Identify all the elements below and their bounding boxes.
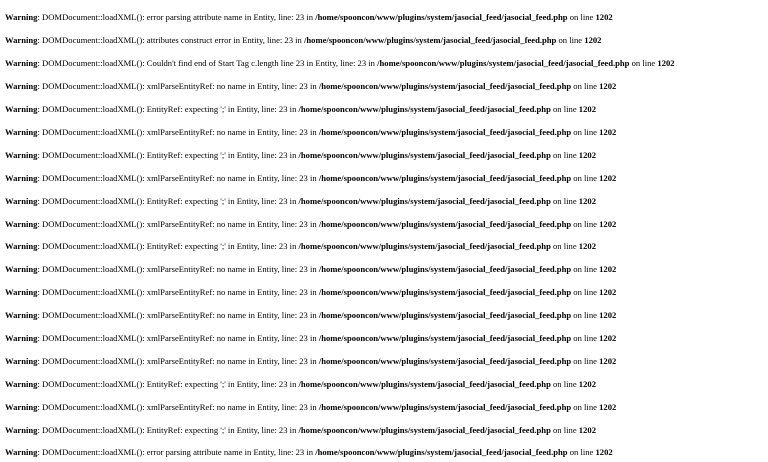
warning-message: : DOMDocument::loadXML(): xmlParseEntityRef: no name in Entity, line: 23 in [37,219,319,229]
warning-line [5,287,616,298]
warning-line [5,356,616,367]
file-path: /home/spooncon/www/plugins/system/jasocial_feed/jasocial_feed.php [318,264,572,274]
warning-label: Warning [5,196,38,206]
warning-label: Warning [5,447,38,457]
warning-line [5,447,613,458]
line-number: 1202 [599,356,617,366]
on-line-text: on line [571,333,600,343]
file-path: /home/spooncon/www/plugins/system/jasocial_feed/jasocial_feed.php [318,219,572,229]
file-path: /home/spooncon/www/plugins/system/jasocial_feed/jasocial_feed.php [318,310,572,320]
line-number: 1202 [599,333,617,343]
file-path: /home/spooncon/www/plugins/system/jasocial_feed/jasocial_feed.php [318,333,572,343]
file-path: /home/spooncon/www/plugins/system/jasocial_feed/jasocial_feed.php [318,356,572,366]
warning-label: Warning [5,81,38,91]
warning-label: Warning [5,264,38,274]
line-number: 1202 [578,196,596,206]
warning-message: : DOMDocument::loadXML(): Couldn't find end of Start Tag c.length line 23 in Entity, line: 23 in [37,58,378,68]
warning-line [5,241,596,252]
warning-line [5,310,616,321]
file-path: /home/spooncon/www/plugins/system/jasocial_feed/jasocial_feed.php [298,425,551,435]
warning-line [5,104,596,115]
warning-line [5,81,616,92]
warning-message: : DOMDocument::loadXML(): EntityRef: expecting ';' in Entity, line: 23 in [37,241,299,251]
warning-line [5,379,596,390]
line-number: 1202 [595,447,613,457]
warning-label: Warning [5,356,38,366]
warning-label: Warning [5,310,38,320]
warning-message: : DOMDocument::loadXML(): xmlParseEntityRef: no name in Entity, line: 23 in [37,127,319,137]
warning-message: : DOMDocument::loadXML(): EntityRef: expecting ';' in Entity, line: 23 in [37,150,299,160]
line-number: 1202 [599,287,617,297]
on-line-text: on line [571,173,600,183]
on-line-text: on line [571,402,600,412]
on-line-text: on line [550,425,579,435]
warning-label: Warning [5,219,38,229]
warning-line [5,58,675,69]
line-number: 1202 [578,425,596,435]
warning-message: : DOMDocument::loadXML(): xmlParseEntityRef: no name in Entity, line: 23 in [37,81,319,91]
warning-line [5,333,616,344]
on-line-text: on line [571,287,600,297]
line-number: 1202 [578,379,596,389]
warning-message: : DOMDocument::loadXML(): xmlParseEntityRef: no name in Entity, line: 23 in [37,173,319,183]
file-path: /home/spooncon/www/plugins/system/jasocial_feed/jasocial_feed.php [298,379,551,389]
warning-line [5,425,596,436]
on-line-text: on line [571,219,600,229]
on-line-text: on line [571,127,600,137]
on-line-text: on line [567,12,596,22]
file-path: /home/spooncon/www/plugins/system/jasocial_feed/jasocial_feed.php [298,196,551,206]
on-line-text: on line [550,104,579,114]
warning-message: : DOMDocument::loadXML(): error parsing attribute name in Entity, line: 23 in [37,12,316,22]
line-number: 1202 [578,241,596,251]
line-number: 1202 [599,310,617,320]
file-path: /home/spooncon/www/plugins/system/jasocial_feed/jasocial_feed.php [318,127,572,137]
warning-message: : DOMDocument::loadXML(): EntityRef: expecting ';' in Entity, line: 23 in [37,196,299,206]
on-line-text: on line [567,447,596,457]
warning-line [5,35,601,46]
warning-message: : DOMDocument::loadXML(): xmlParseEntityRef: no name in Entity, line: 23 in [37,333,319,343]
file-path: /home/spooncon/www/plugins/system/jasocial_feed/jasocial_feed.php [315,447,568,457]
file-path: /home/spooncon/www/plugins/system/jasocial_feed/jasocial_feed.php [298,241,551,251]
warning-label: Warning [5,425,38,435]
file-path: /home/spooncon/www/plugins/system/jasocial_feed/jasocial_feed.php [304,35,557,45]
file-path: /home/spooncon/www/plugins/system/jasocial_feed/jasocial_feed.php [298,104,551,114]
warning-message: : DOMDocument::loadXML(): xmlParseEntityRef: no name in Entity, line: 23 in [37,356,319,366]
on-line-text: on line [550,241,579,251]
line-number: 1202 [657,58,675,68]
on-line-text: on line [556,35,585,45]
warning-line [5,196,596,207]
warning-line [5,264,616,275]
on-line-text: on line [571,81,600,91]
on-line-text: on line [550,379,579,389]
warning-label: Warning [5,58,38,68]
file-path: /home/spooncon/www/plugins/system/jasocial_feed/jasocial_feed.php [318,173,572,183]
line-number: 1202 [599,264,617,274]
line-number: 1202 [599,173,617,183]
file-path: /home/spooncon/www/plugins/system/jasocial_feed/jasocial_feed.php [318,81,572,91]
file-path: /home/spooncon/www/plugins/system/jasocial_feed/jasocial_feed.php [318,402,572,412]
on-line-text: on line [629,58,658,68]
warning-line [5,127,616,138]
warning-label: Warning [5,241,38,251]
warning-label: Warning [5,379,38,389]
line-number: 1202 [599,219,617,229]
warning-message: : DOMDocument::loadXML(): EntityRef: expecting ';' in Entity, line: 23 in [37,379,299,389]
line-number: 1202 [584,35,602,45]
warning-message: : DOMDocument::loadXML(): error parsing attribute name in Entity, line: 23 in [37,447,316,457]
warning-label: Warning [5,35,38,45]
on-line-text: on line [550,196,579,206]
line-number: 1202 [599,402,617,412]
warning-label: Warning [5,287,38,297]
warning-message: : DOMDocument::loadXML(): xmlParseEntityRef: no name in Entity, line: 23 in [37,287,319,297]
line-number: 1202 [599,81,617,91]
on-line-text: on line [571,264,600,274]
warning-label: Warning [5,333,38,343]
warning-message: : DOMDocument::loadXML(): EntityRef: expecting ';' in Entity, line: 23 in [37,425,299,435]
warning-label: Warning [5,12,38,22]
warning-line [5,173,616,184]
warning-line [5,219,616,230]
file-path: /home/spooncon/www/plugins/system/jasocial_feed/jasocial_feed.php [315,12,568,22]
warning-label: Warning [5,173,38,183]
warning-message: : DOMDocument::loadXML(): xmlParseEntityRef: no name in Entity, line: 23 in [37,310,319,320]
warning-message: : DOMDocument::loadXML(): attributes construct error in Entity, line: 23 in [37,35,304,45]
on-line-text: on line [571,356,600,366]
warning-label: Warning [5,402,38,412]
file-path: /home/spooncon/www/plugins/system/jasocial_feed/jasocial_feed.php [377,58,630,68]
warning-label: Warning [5,127,38,137]
on-line-text: on line [550,150,579,160]
on-line-text: on line [571,310,600,320]
warning-label: Warning [5,104,38,114]
warning-line [5,402,616,413]
line-number: 1202 [595,12,613,22]
line-number: 1202 [578,150,596,160]
line-number: 1202 [578,104,596,114]
warning-line [5,12,613,23]
warning-message: : DOMDocument::loadXML(): EntityRef: expecting ';' in Entity, line: 23 in [37,104,299,114]
file-path: /home/spooncon/www/plugins/system/jasocial_feed/jasocial_feed.php [318,287,572,297]
warning-message: : DOMDocument::loadXML(): xmlParseEntityRef: no name in Entity, line: 23 in [37,402,319,412]
line-number: 1202 [599,127,617,137]
warning-label: Warning [5,150,38,160]
warning-line [5,150,596,161]
warning-message: : DOMDocument::loadXML(): xmlParseEntityRef: no name in Entity, line: 23 in [37,264,319,274]
file-path: /home/spooncon/www/plugins/system/jasocial_feed/jasocial_feed.php [298,150,551,160]
